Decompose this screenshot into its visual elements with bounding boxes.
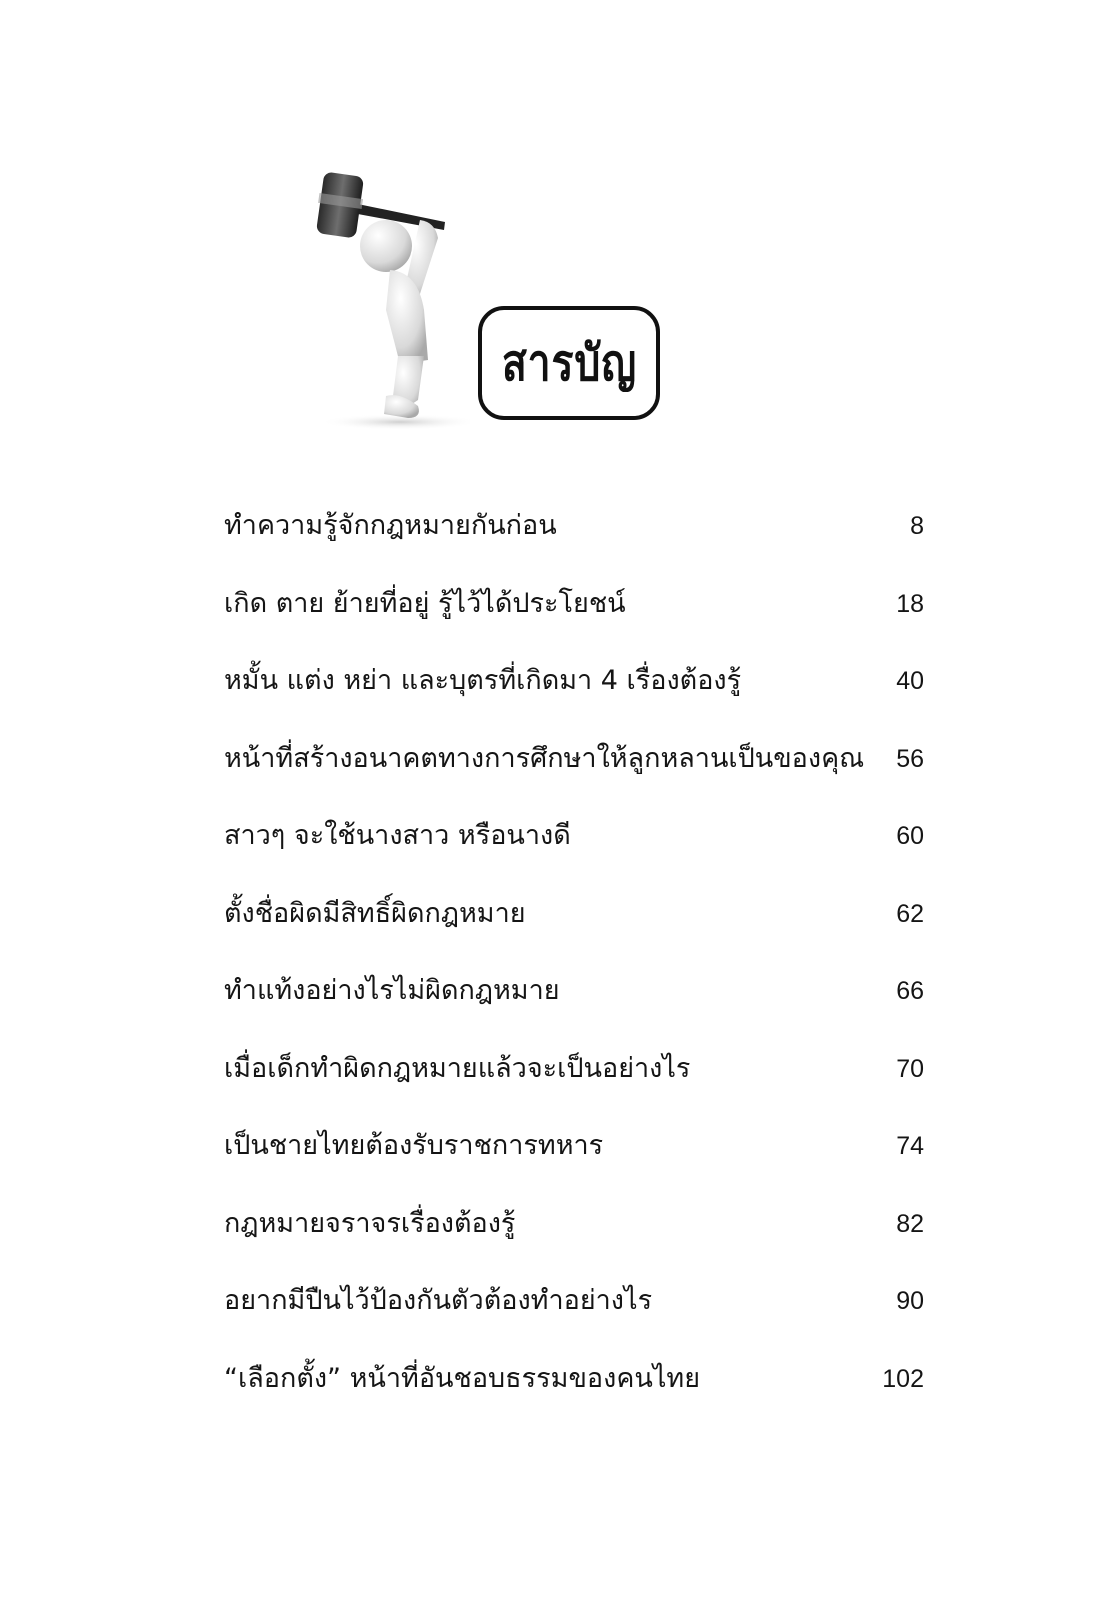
toc-entry[interactable] — [224, 1281, 924, 1359]
toc-entry[interactable] — [224, 894, 924, 972]
toc-entry-page: 18 — [896, 589, 924, 618]
toc-entry-page: 8 — [910, 512, 924, 540]
toc-entry-title: ตั้งชื่อผิดมีสิทธิ์ผิดกฎหมาย — [224, 897, 526, 929]
toc-entry-title: ทำแท้งอย่างไรไม่ผิดกฎหมาย — [224, 975, 560, 1006]
page-title: สารบัญ — [501, 334, 637, 392]
toc-entry-page: 62 — [896, 899, 924, 928]
toc-entry-title: หมั้น แต่ง หย่า และบุตรที่เกิดมา 4 เรื่องต้องรู้ — [224, 665, 742, 696]
toc-entry-page: 102 — [882, 1364, 924, 1393]
title-box — [478, 306, 660, 420]
toc-entry-title: เป็นชายไทยต้องรับราชการทหาร — [224, 1130, 604, 1161]
toc-entry-title: กฎหมายจราจรเรื่องต้องรู้ — [224, 1207, 516, 1239]
toc-entry-title: “เลือกตั้ง” หน้าที่อันชอบธรรมของคนไทย — [224, 1362, 701, 1394]
toc-entry-page: 74 — [896, 1132, 924, 1160]
toc-entry-page: 40 — [896, 667, 924, 695]
toc-entry-title: ทำความรู้จักกฎหมายกันก่อน — [224, 510, 557, 541]
toc-entry-page: 56 — [896, 744, 924, 773]
table-of-contents — [224, 506, 924, 1436]
toc-entry[interactable] — [224, 506, 924, 584]
toc-entry[interactable] — [224, 584, 924, 662]
figure-with-gavel-icon — [300, 160, 470, 440]
toc-entry[interactable] — [224, 1359, 924, 1437]
toc-entry-page: 90 — [896, 1287, 924, 1315]
toc-entry[interactable] — [224, 661, 924, 739]
toc-entry[interactable] — [224, 1204, 924, 1282]
toc-entry-page: 66 — [896, 977, 924, 1005]
toc-entry-title: สาวๆ จะใช้นางสาว หรือนางดี — [224, 820, 571, 851]
toc-entry-title: หน้าที่สร้างอนาคตทางการศึกษาให้ลูกหลานเป็นของคุณ — [224, 742, 865, 774]
toc-entry[interactable] — [224, 816, 924, 894]
toc-entry[interactable] — [224, 739, 924, 817]
toc-entry[interactable] — [224, 971, 924, 1049]
toc-entry-title: อยากมีปืนไว้ป้องกันตัวต้องทำอย่างไร — [224, 1285, 653, 1316]
toc-entry-title: เมื่อเด็กทำผิดกฎหมายแล้วจะเป็นอย่างไร — [224, 1052, 691, 1084]
toc-entry-page: 70 — [896, 1054, 924, 1083]
toc-entry[interactable] — [224, 1049, 924, 1127]
toc-entry-title: เกิด ตาย ย้ายที่อยู่ รู้ไว้ได้ประโยชน์ — [224, 587, 626, 619]
toc-entry-page: 60 — [896, 822, 924, 850]
toc-entry[interactable] — [224, 1126, 924, 1204]
toc-entry-page: 82 — [896, 1209, 924, 1238]
